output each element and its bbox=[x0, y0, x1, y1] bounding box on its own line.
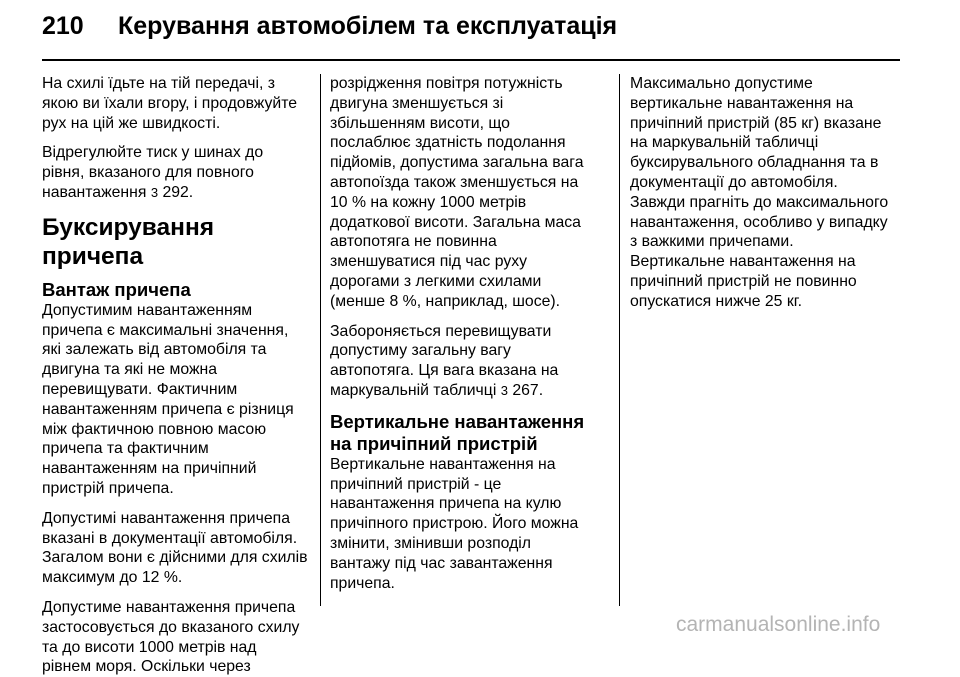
page-title: Керування автомобілем та експлуатація bbox=[118, 12, 618, 40]
page-reference-arrow-icon[interactable]: 3 bbox=[150, 184, 159, 200]
paragraph-tyre-pressure-text: Відрегулюйте тиск у шинах до рівня, вказаного для повного навантаження bbox=[42, 144, 264, 201]
page-reference-292[interactable]: 292. bbox=[158, 183, 194, 201]
column-left bbox=[42, 74, 312, 677]
paragraph-max-gross-weight-text: Забороняється перевищувати допустиму загальну вагу автопотяга. Ця вага вказана на маркувальній табличці bbox=[330, 322, 559, 399]
section-title-trailer-towing: Буксирування причепа bbox=[42, 213, 215, 270]
header-divider bbox=[42, 59, 900, 61]
column-right bbox=[630, 74, 908, 322]
watermark: carmanualsonline.info bbox=[676, 613, 881, 636]
column-divider-1 bbox=[320, 74, 321, 606]
subheading-trailer-load: Вантаж причепа bbox=[42, 278, 191, 300]
paragraph-max-gross-weight bbox=[330, 322, 606, 401]
subheading-tongue-load: Вертикальне навантаження на причіпний пристрій bbox=[330, 410, 585, 454]
paragraph-permissible-load: Допустимим навантаженням причепа є максимальні значення, які залежать від автомобіля та двигуна та які не можна перевищувати. Фактичним навантаженням причепа є різниця між фактичною повною масою причепа та фактичним навантаженням на причіпний пристрій причепа. bbox=[42, 301, 294, 497]
column-divider-2 bbox=[619, 74, 620, 606]
column-middle bbox=[330, 74, 606, 603]
paragraph-load-documentation: Допустимі навантаження причепа вказані в документації автомобіля. Загалом вони є дійсними для схилів максимум до 12 %. bbox=[42, 509, 308, 587]
paragraph-tongue-load-definition: Вертикальне навантаження на причіпний пристрій - це навантаження причепа на кулю причіпного пристрою. Його можна змінити, змінивши розподіл вантажу під час завантаження причепа. bbox=[330, 455, 579, 592]
page-header bbox=[42, 12, 617, 52]
page-reference-arrow-icon[interactable]: 3 bbox=[500, 382, 508, 398]
paragraph-tyre-pressure bbox=[42, 143, 312, 202]
paragraph-altitude-reduction: розрідження повітря потужність двигуна зменшується зі збільшенням висоти, що послаблює здатність подолання підйомів, допустима загальна вага автопоїзда також зменшується на 10 % на кожну 1000 метрів додаткової висоти. Загальна маса автопотяга не повинна зменшуватися під час руху дорогами з легкими схилами (менше 8 %, наприклад, шосе). bbox=[330, 75, 584, 310]
paragraph-max-tongue-load: Максимально допустиме вертикальне навантаження на причіпний пристрій (85 кг) вказане на маркувальній табличці буксирувального обладнання та в документації до автомобіля. Завжди прагніть до максимального навантаження, особливо у випадку з важкими причепами. Вертикальне навантаження на причіпний пристрій не повинно опускатися нижче 25 кг. bbox=[630, 75, 889, 310]
page-reference-267[interactable]: 267. bbox=[507, 381, 544, 399]
paragraph-load-altitude: Допустиме навантаження причепа застосовується до вказаного схилу та до висоти 1000 метрів над рівнем моря. Оскільки через bbox=[42, 598, 300, 676]
page-number: 210 bbox=[42, 12, 84, 40]
paragraph-downhill-gear: На схилі їдьте на тій передачі, з якою ви їхали вгору, і продовжуйте рух на цій же швидкості. bbox=[42, 75, 298, 132]
